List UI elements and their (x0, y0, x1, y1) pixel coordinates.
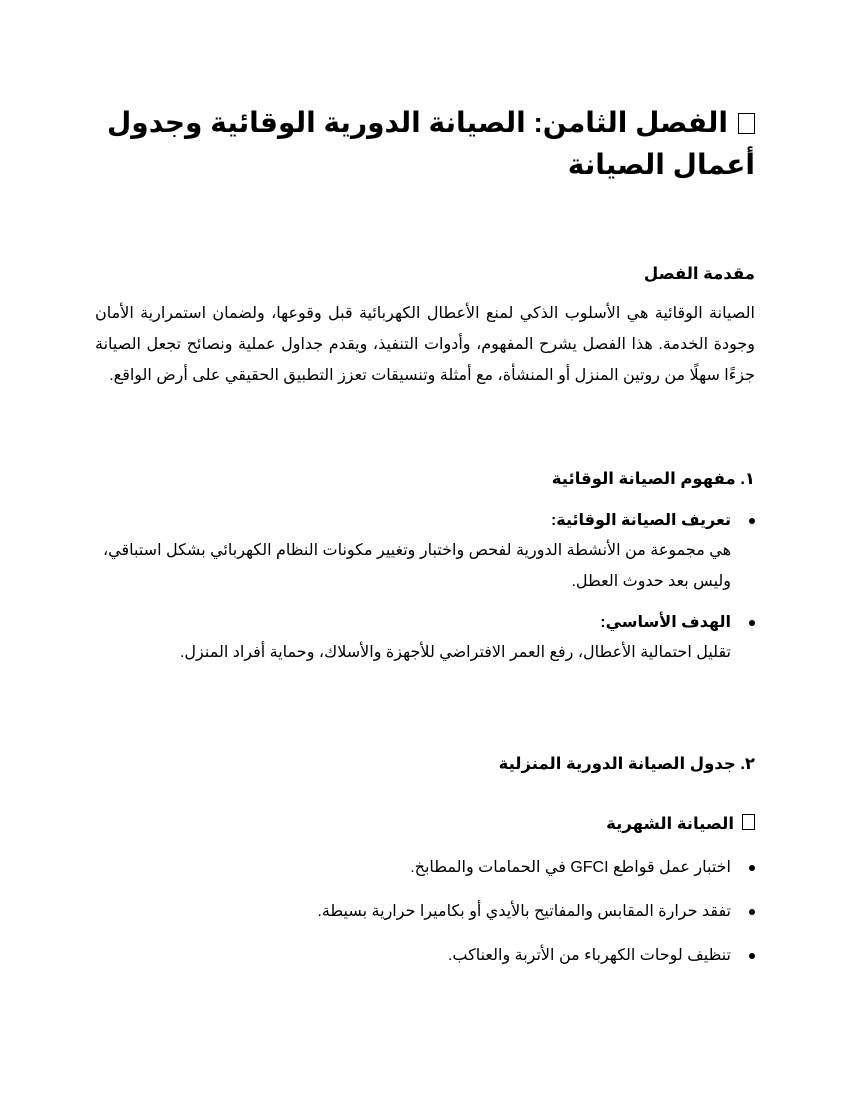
definition-text: هي مجموعة من الأنشطة الدورية لفحص واختبار وتغيير مكونات النظام الكهربائي بشكل استباقي، وليس بعد حدوث العطل. (102, 542, 731, 590)
intro-paragraph: الصيانة الوقائية هي الأسلوب الذكي لمنع الأعطال الكهربائية قبل وقوعها، ولضمان استمرارية الأمان وجودة الخدمة. هذا الفصل يشرح المفهوم، وأدوات التنفيذ، ويقدم جداول عملية ونصائح تجعل الصيانة جزءًا سهلًا من روتين المنزل أو المنشأة، مع أمثلة وتنسيقات تعزز التطبيق الحقيقي على أرض الواقع. (95, 305, 755, 384)
goal-text: تقليل احتمالية الأعطال، رفع العمر الافتراضي للأجهزة والأسلاك، وحماية أفراد المنزل. (179, 644, 731, 661)
chapter-title (95, 102, 755, 186)
list-item: اختبار عمل قواطع GFCI في الحمامات والمطابخ. (95, 856, 731, 880)
square-placeholder-icon (738, 113, 755, 134)
list-item: تفقد حرارة المقابس والمفاتيح بالأيدي أو بكاميرا حرارية بسيطة. (95, 900, 731, 924)
section-1-heading: ١. مفهوم الصيانة الوقائية (551, 470, 755, 488)
monthly-task-list (95, 856, 755, 968)
concept-list (95, 509, 755, 668)
definition-label: تعريف الصيانة الوقائية: (550, 512, 731, 529)
section-2-heading: ٢. جدول الصيانة الدورية المنزلية (498, 755, 755, 773)
monthly-heading (95, 814, 755, 834)
goal-label: الهدف الأساسي: (600, 614, 731, 631)
intro-heading: مقدمة الفصل (643, 265, 755, 283)
list-item (95, 611, 731, 668)
chapter-title-text: الفصل الثامن: الصيانة الدورية الوقائية وجدول أعمال الصيانة (107, 107, 755, 180)
list-item: تنظيف لوحات الكهرباء من الأتربة والعناكب. (95, 944, 731, 968)
square-placeholder-icon (742, 814, 755, 830)
monthly-heading-text: الصيانة الشهرية (606, 815, 734, 833)
list-item (95, 509, 731, 597)
